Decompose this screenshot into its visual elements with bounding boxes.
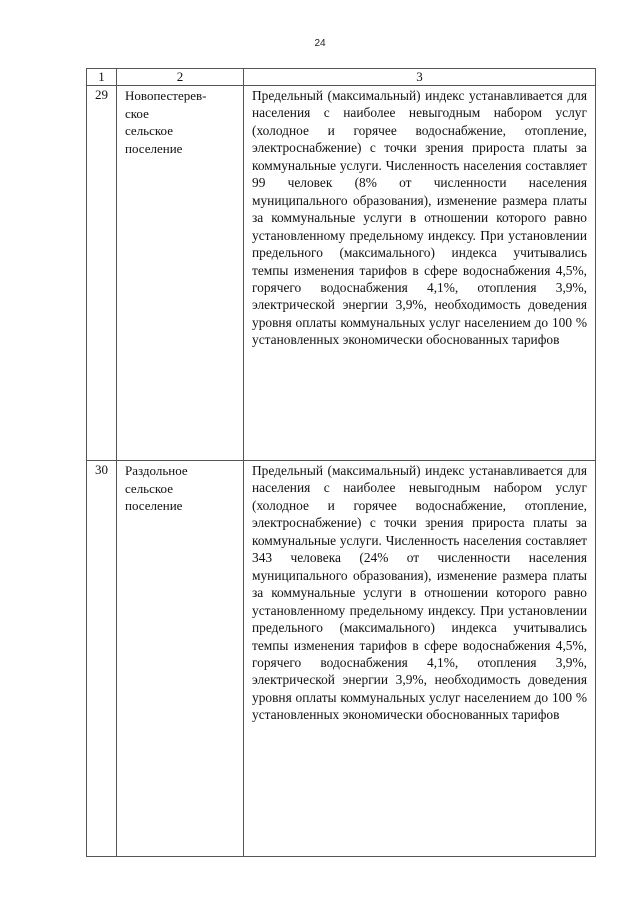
description-cell: Предельный (максимальный) индекс устанавливается для населения с наиболее невыгодным набором услуг (холодное и горячее водоснабжение, отопление, электроснабжение) с точки зрения прироста платы за коммунальные услуги. Численность населения составляет 99 человек (8% от численности населения муниципального образования), изменение размера платы за коммунальные услуги в отношении которого равно установленному предельному индексу. При установлении предельного (максимального) индекса учитывались темпы изменения тарифов в сфере водоснабжения 4,5%, горячего водоснабжения 4,1%, отопления 3,9%, электрической энергии 3,9%, необходимость доведения уровня оплаты коммунальных услуг населением до 100 % установленных экономически обоснованных тарифов bbox=[244, 86, 596, 461]
column-header-description: 3 bbox=[244, 69, 596, 86]
settlement-name-cell: Раздольное сельское поселение bbox=[117, 461, 244, 857]
description-cell: Предельный (максимальный) индекс устанавливается для населения с наиболее невыгодным набором услуг (холодное и горячее водоснабжение, отопление, электроснабжение) с точки зрения прироста платы за коммунальные услуги. Численность населения составляет 343 человека (24% от численности населения муниципального образования), изменение размера платы за коммунальные услуги в отношении которого равно установленному предельному индексу. При установлении предельного (максимального) индекса учитывались темпы изменения тарифов в сфере водоснабжения 4,5%, горячего водоснабжения 4,1%, отопления 3,9%, электрической энергии 3,9%, необходимость доведения уровня оплаты коммунальных услуг населением до 100 % установленных экономически обоснованных тарифов bbox=[244, 461, 596, 857]
column-header-number: 1 bbox=[87, 69, 117, 86]
table-header-row bbox=[87, 69, 596, 86]
table-row bbox=[87, 86, 596, 461]
page-number: 24 bbox=[314, 38, 326, 49]
row-number-cell: 30 bbox=[87, 461, 117, 857]
column-header-name: 2 bbox=[117, 69, 244, 86]
settlement-name-cell: Новопестерев- ское сельское поселение bbox=[117, 86, 244, 461]
table-row bbox=[87, 461, 596, 857]
row-number-cell: 29 bbox=[87, 86, 117, 461]
data-table bbox=[86, 68, 596, 857]
